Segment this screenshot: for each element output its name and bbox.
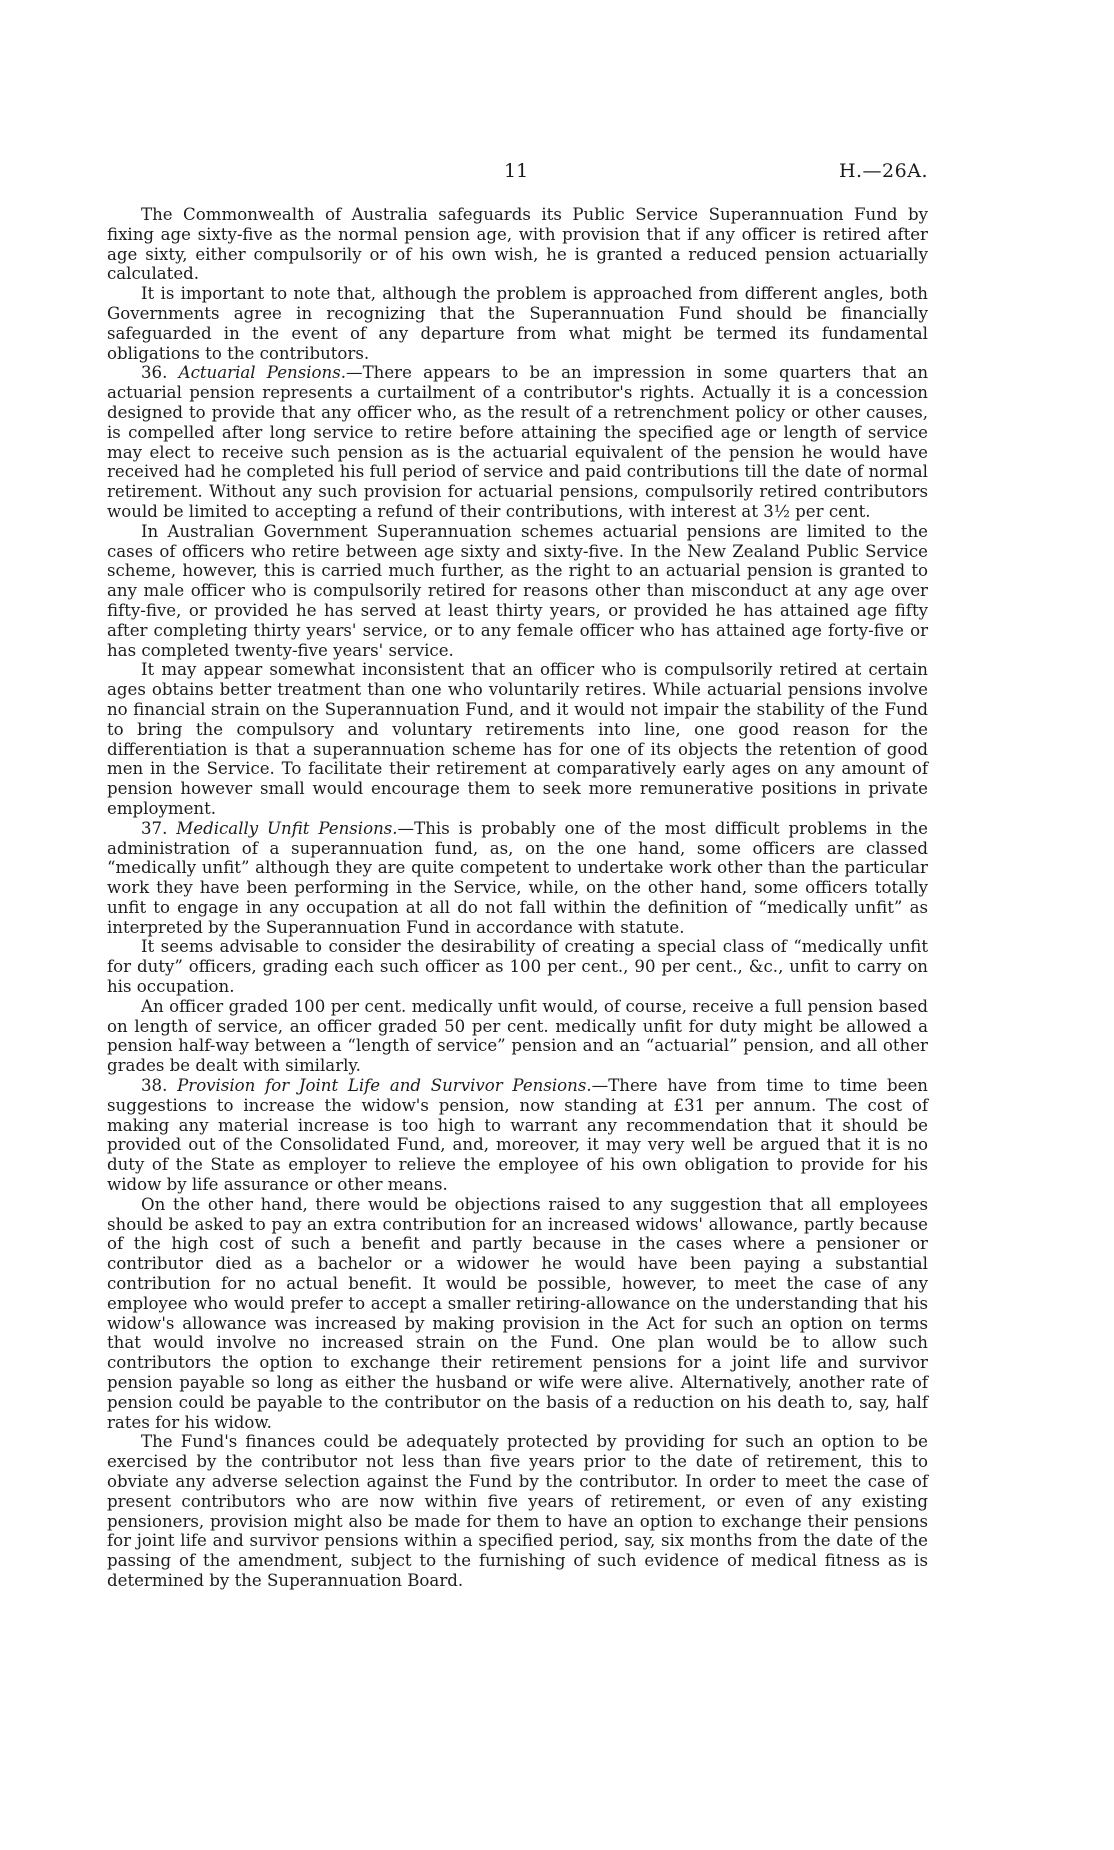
paragraph	[107, 997, 928, 1076]
paragraph	[107, 284, 928, 363]
document-reference: H.—26A.	[838, 160, 928, 182]
paragraph	[107, 363, 928, 521]
paragraph-heading: Provision for Joint Life and Survivor Pensions.	[177, 1076, 592, 1096]
paragraph-number: 38.	[141, 1076, 178, 1096]
paragraph-text: It is important to note that, although the problem is approached from different angles, both Governments agree in recognizing that the Superannuation Fund should be financially safeguarded in the event of any departure from what might be termed its fundamental obligations to the contributors.	[107, 284, 928, 363]
paragraph-text: —There appears to be an impression in some quarters that an actuarial pension represents a curtailment of a contributor's rights. Actually it is a concession designed to provide that any officer who, as the result of a retrenchment policy or other causes, is compelled after long service to retire before attaining the specified age or length of service may elect to receive such pension as is the actuarial equivalent of the pension he would have received had he completed his full period of service and paid contributions till the date of normal retirement. Without any such provision for actuarial pensions, compulsorily retired contributors would be limited to accepting a refund of their contributions, with interest at 3½ per cent.	[107, 363, 928, 521]
paragraph-text: It seems advisable to consider the desirability of creating a special class of “medically unfit for duty” officers, grading each such officer as 100 per cent., 90 per cent., &c., unfit to carry on his occupation.	[107, 937, 928, 997]
paragraph	[107, 1195, 928, 1433]
paragraph-heading: Actuarial Pensions.	[178, 363, 346, 383]
paragraph-text: The Fund's finances could be adequately protected by providing for such an option to be exercised by the contributor not less than five years prior to the date of retirement, this to obviate any adverse selection against the Fund by the contributor. In order to meet the case of present contributors who are now within five years of retirement, or even of any existing pensioners, provision might also be made for them to have an option to exchange their pensions for joint life and survivor pensions within a specified period, say, six months from the date of the passing of the amendment, subject to the furnishing of such evidence of medical fitness as is determined by the Superannuation Board.	[107, 1432, 928, 1590]
paragraph	[107, 660, 928, 818]
paragraph	[107, 1076, 928, 1195]
page-header	[0, 160, 1114, 190]
body-text	[107, 205, 928, 1591]
paragraph-text: The Commonwealth of Australia safeguards its Public Service Superannuation Fund by fixing age sixty-five as the normal pension age, with provision that if any officer is retired after age sixty, either compulsorily or of his own wish, he is granted a reduced pension actuarially calculated.	[107, 205, 928, 284]
paragraph-text: —There have from time to time been suggestions to increase the widow's pension, now standing at £31 per annum. The cost of making any material increase is too high to warrant any recommendation that it should be provided out of the Consolidated Fund, and, moreover, it may very well be argued that it is no duty of the State as employer to relieve the employee of his own obligation to provide for his widow by life assurance or other means.	[107, 1076, 928, 1195]
paragraph-number: 37.	[141, 818, 177, 838]
paragraph-text: In Australian Government Superannuation schemes actuarial pensions are limited to the cases of officers who retire between age sixty and sixty-five. In the New Zealand Public Service scheme, however, this is carried much further, as the right to an actuarial pension is granted to any male officer who is compulsorily retired for reasons other than misconduct at any age over fifty-five, or provided he has served at least thirty years, or provided he has attained age fifty after completing thirty years' service, or to any female officer who has attained age forty-five or has completed twenty-five years' service.	[107, 521, 928, 660]
paragraph	[107, 522, 928, 661]
paragraph-number: 36.	[141, 363, 179, 383]
paragraph-text: —This is probably one of the most difficult problems in the administration of a superannuation fund, as, on the one hand, some officers are classed “medically unfit” although they are quite competent to undertake work other than the particular work they have been performing in the Service, while, on the other hand, some officers totally unfit to engage in any occupation at all do not fall within the definition of “medically unfit” as interpreted by the Superannuation Fund in accordance with statute.	[107, 818, 928, 937]
paragraph	[107, 937, 928, 996]
paragraph	[107, 819, 928, 938]
paragraph-text: An officer graded 100 per cent. medically unfit would, of course, receive a full pension based on length of service, an officer graded 50 per cent. medically unfit for duty might be allowed a pension half-way between a “length of service” pension and an “actuarial” pension, and all other grades be dealt with similarly.	[107, 996, 928, 1076]
paragraph	[107, 1432, 928, 1590]
paragraph-text: On the other hand, there would be objections raised to any suggestion that all employees should be asked to pay an extra contribution for an increased widows' allowance, partly because of the high cost of such a benefit and partly because in the cases where a pensioner or contributor died as a bachelor or a widower he would have been paying a substantial contribution for no actual benefit. It would be possible, however, to meet the case of any employee who would prefer to accept a smaller retiring-allowance on the understanding that his widow's allowance was increased by making provision in the Act for such an option on terms that would involve no increased strain on the Fund. One plan would be to allow such contributors the option to exchange their retirement pensions for a joint life and survivor pension payable so long as either the husband or wife were alive. Alternatively, another rate of pension could be payable to the contributor on the basis of a reduction on his death to, say, half rates for his widow.	[107, 1194, 928, 1432]
paragraph-heading: Medically Unfit Pensions.	[176, 818, 398, 838]
paragraph	[107, 205, 928, 284]
paragraph-text: It may appear somewhat inconsistent that an officer who is compulsorily retired at certain ages obtains better treatment than one who voluntarily retires. While actuarial pensions involve no financial strain on the Superannuation Fund, and it would not impair the stability of the Fund to bring the compulsory and voluntary retirements into line, one good reason for the differentiation is that a superannuation scheme has for one of its objects the retention of good men in the Service. To facilitate their retirement at comparatively early ages on any amount of pension however small would encourage them to seek more remunerative positions in private employment.	[107, 660, 928, 818]
page-number: 11	[504, 160, 529, 182]
